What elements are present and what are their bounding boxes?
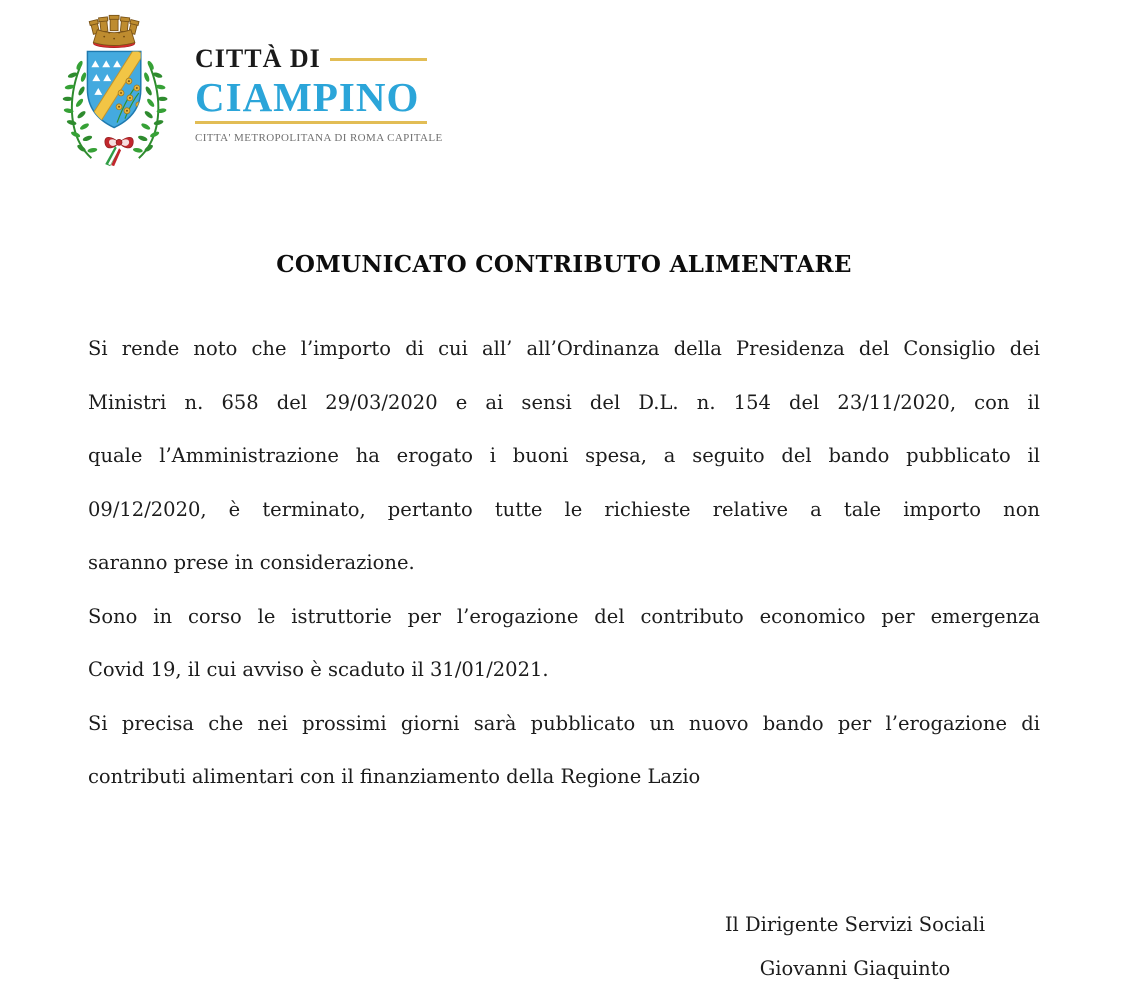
signature-block — [705, 903, 1005, 990]
gold-rule-top — [330, 58, 427, 61]
body-line-4: 09/12/2020, è terminato, pertanto tutte le richieste relative a tale importo non — [88, 497, 1040, 521]
logo-row-city-prefix — [195, 44, 427, 74]
body-line-5: saranno prese in considerazione. — [88, 551, 415, 574]
document-title: COMUNICATO CONTRIBUTO ALIMENTARE — [276, 251, 852, 278]
body-line-1: Si rende noto che l’importo di cui all’ all’Ordinanza della Presidenza del Consiglio dei — [88, 337, 1040, 360]
signature-role: Il Dirigente Servizi Sociali — [724, 913, 986, 936]
mural-crown-icon — [89, 15, 139, 47]
ribbon-icon — [105, 137, 133, 166]
gold-rule-bottom — [195, 121, 427, 124]
body-line-7: Covid 19, il cui avviso è scaduto il 31/01/2021. — [88, 658, 549, 681]
body-line-9: contributi alimentari con il finanziamento della Regione Lazio — [88, 765, 701, 788]
document-body — [88, 322, 1040, 804]
ciampino-coat-of-arms-icon — [58, 4, 190, 172]
logo-subtitle: CITTA' METROPOLITANA DI ROMA CAPITALE — [195, 132, 443, 144]
shield-icon — [87, 48, 143, 127]
logo-text-block — [195, 44, 443, 144]
letterhead — [0, 0, 1125, 180]
body-line-2: Ministri n. 658 del 29/03/2020 e ai sensi del D.L. n. 154 del 23/11/2020, con il — [88, 390, 1040, 414]
logo-city-name: CIAMPINO — [195, 74, 420, 120]
body-line-8: Si precisa che nei prossimi giorni sarà pubblicato un nuovo bando per l’erogazione di — [88, 711, 1040, 735]
signature-name: Giovanni Giaquinto — [759, 957, 951, 980]
body-line-3: quale l’Amministrazione ha erogato i buoni spesa, a seguito del bando pubblicato il — [88, 444, 1040, 467]
body-line-6: Sono in corso le istruttorie per l’erogazione del contributo economico per emergenza — [88, 604, 1040, 628]
logo-city-prefix: CITTÀ DI — [195, 44, 321, 73]
